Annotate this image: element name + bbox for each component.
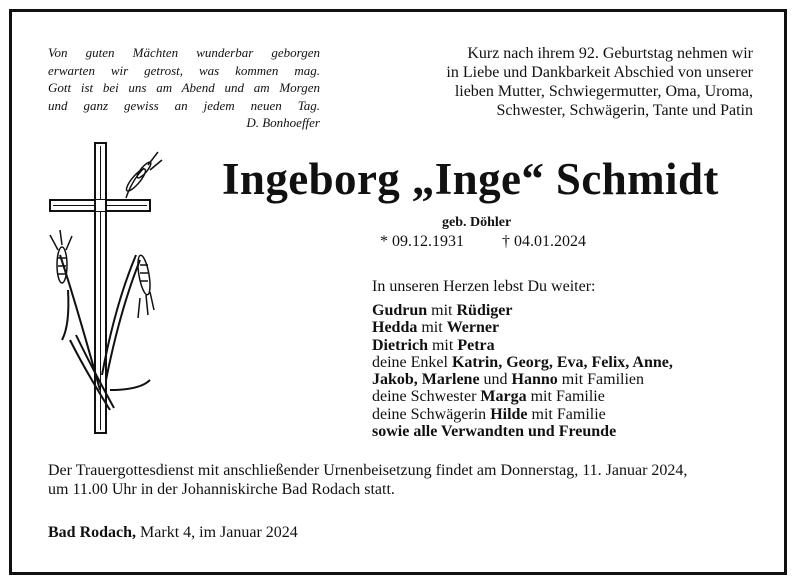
mourner-name: Rüdiger — [456, 302, 513, 319]
mourner-connector: und — [483, 371, 508, 389]
mourner-name: Werner — [446, 319, 500, 337]
mourner-connector: mit — [431, 302, 453, 319]
service-line: Der Trauergottesdienst mit anschließender Urnenbeisetzung findet am Donnerstag, 11. Januar 2024, — [48, 462, 688, 479]
mourner-connector: mit Familie — [531, 405, 606, 423]
death-date: † 04.01.2024 — [502, 233, 586, 250]
mourner-line — [372, 354, 732, 371]
mourner-line — [372, 371, 732, 388]
mourner-line — [372, 388, 732, 405]
maiden-name: geb. Döhler — [442, 215, 512, 230]
mourner-name: Hanno — [511, 371, 558, 389]
mourner-name: Gudrun — [372, 302, 428, 319]
birth-date: * 09.12.1931 — [380, 233, 464, 250]
poem-line: Von guten Mächten wunderbar geborgen — [48, 45, 320, 60]
mourner-name: Petra — [457, 336, 495, 354]
mourner-name: Dietrich — [372, 336, 428, 354]
intro-line: Schwester, Schwägerin, Tante und Patin — [496, 102, 753, 119]
deceased-name: Ingeborg „Inge“ Schmidt — [222, 154, 719, 204]
mourner-name: Jakob, Marlene — [372, 371, 480, 389]
intro-line: Kurz nach ihrem 92. Geburtstag nehmen wir — [467, 45, 753, 62]
mourner-line — [372, 423, 732, 440]
mourners-list — [372, 302, 732, 440]
mourner-line — [372, 302, 732, 319]
mourner-connector: mit — [421, 319, 443, 337]
mourner-name: Hilde — [490, 405, 528, 423]
address-date: Markt 4, im Januar 2024 — [140, 524, 298, 541]
mourner-line — [372, 337, 732, 354]
mourners-heading: In unseren Herzen lebst Du weiter: — [372, 278, 596, 295]
mourner-connector: mit — [431, 336, 454, 354]
mourner-connector: mit Familien — [561, 371, 645, 389]
service-info — [48, 462, 758, 499]
mourner-name: Marga — [480, 388, 527, 406]
mourner-line — [372, 319, 732, 336]
intro-line: in Liebe und Dankbarkeit Abschied von unserer — [446, 64, 753, 81]
intro-text — [383, 44, 753, 120]
mourner-relation: deine Schwester — [372, 388, 477, 406]
service-line: um 11.00 Uhr in der Johanniskirche Bad Rodach statt. — [48, 480, 395, 498]
poem-author: D. Bonhoeffer — [246, 115, 320, 130]
mourner-name: Hedda — [372, 319, 418, 337]
mourner-connector: mit Familie — [530, 388, 605, 406]
mourners-closing: sowie alle Verwandten und Freunde — [372, 423, 617, 441]
mourner-relation: deine Schwägerin — [372, 405, 487, 423]
mourner-line — [372, 406, 732, 423]
bonhoeffer-poem — [48, 44, 320, 132]
intro-line: lieben Mutter, Schwiegermutter, Oma, Uroma, — [454, 83, 753, 100]
poem-line: Gott ist bei uns am Abend und am Morgen — [48, 80, 320, 95]
poem-line: erwarten wir getrost, was kommen mag. — [48, 62, 320, 78]
place-date — [48, 524, 298, 542]
mourner-name: Katrin, Georg, Eva, Felix, Anne, — [451, 353, 673, 371]
mourner-relation: deine Enkel — [372, 353, 448, 371]
cross-with-wheat-icon — [40, 140, 170, 440]
life-dates — [380, 233, 586, 251]
poem-line: und ganz gewiss an jedem neuen Tag. — [48, 97, 320, 113]
place-name: Bad Rodach, — [48, 524, 137, 541]
